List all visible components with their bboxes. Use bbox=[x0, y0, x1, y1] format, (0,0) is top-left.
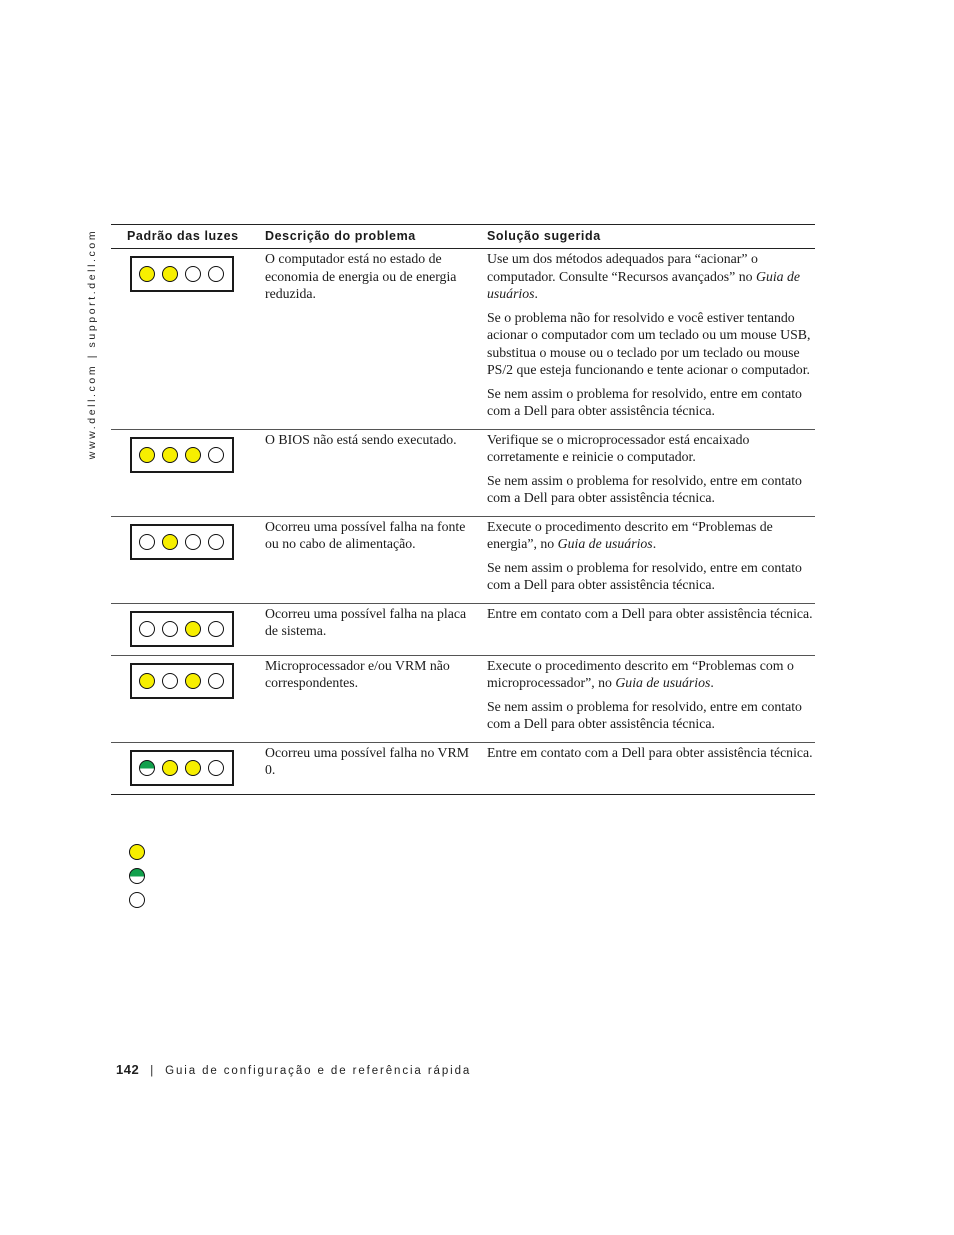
diagnostic-lights-table bbox=[111, 224, 815, 795]
table-body bbox=[111, 249, 815, 795]
diagnostic-lights-panel bbox=[130, 750, 234, 786]
table-row bbox=[111, 429, 815, 516]
led-yellow-icon bbox=[139, 447, 155, 463]
legend-led-yellow-icon bbox=[129, 844, 145, 860]
led-yellow-icon bbox=[162, 447, 178, 463]
light-pattern-cell bbox=[111, 603, 265, 655]
led-green-icon bbox=[139, 760, 155, 776]
solution-text: Verifique se o microprocessador está encaixado corretamente e reinicie o computador. bbox=[487, 431, 750, 464]
guide-title-italic: Guia de usuários bbox=[557, 536, 653, 551]
led-off-icon bbox=[162, 673, 178, 689]
solution-text: Se nem assim o problema for resolvido, entre em contato com a Dell para obter assistência técnica. bbox=[487, 698, 802, 731]
side-url-text: www.dell.com | support.dell.com bbox=[86, 228, 99, 460]
led-off-icon bbox=[162, 621, 178, 637]
solution-paragraph bbox=[487, 385, 815, 420]
table-row bbox=[111, 655, 815, 742]
led-off-icon bbox=[208, 621, 224, 637]
solution-text: Entre em contato com a Dell para obter assistência técnica. bbox=[487, 744, 813, 760]
table-row bbox=[111, 603, 815, 655]
solution-text: Se nem assim o problema for resolvido, entre em contato com a Dell para obter assistência técnica. bbox=[487, 472, 802, 505]
diagnostic-lights-panel bbox=[130, 524, 234, 560]
problem-description: O BIOS não está sendo executado. bbox=[265, 429, 487, 516]
led-off-icon bbox=[185, 266, 201, 282]
solution-paragraph bbox=[487, 431, 815, 466]
led-yellow-icon bbox=[185, 621, 201, 637]
led-yellow-icon bbox=[185, 760, 201, 776]
solution-text: Se o problema não for resolvido e você estiver tentando acionar o computador com um teclado ou um mouse USB, substitua o mouse ou o teclado por um teclado ou mouse PS/2 que esteja funcionando e tente acionar o computador. bbox=[487, 309, 811, 377]
lights-table bbox=[111, 224, 815, 795]
led-off-icon bbox=[208, 266, 224, 282]
diagnostic-lights-panel bbox=[130, 256, 234, 292]
diagnostic-lights-panel bbox=[130, 437, 234, 473]
diagnostic-lights-panel bbox=[130, 611, 234, 647]
led-yellow-icon bbox=[162, 266, 178, 282]
led-off-icon bbox=[139, 534, 155, 550]
suggested-solution-cell bbox=[487, 516, 815, 603]
solution-paragraph bbox=[487, 657, 815, 692]
led-yellow-icon bbox=[162, 534, 178, 550]
legend-led-green-icon bbox=[129, 868, 145, 884]
solution-paragraph bbox=[487, 518, 815, 553]
suggested-solution-cell bbox=[487, 429, 815, 516]
led-yellow-icon bbox=[185, 673, 201, 689]
problem-description: Ocorreu uma possível falha na fonte ou no cabo de alimentação. bbox=[265, 516, 487, 603]
solution-text: Execute o procedimento descrito em “Problemas de energia”, no bbox=[487, 518, 773, 551]
guide-title-italic: Guia de usuários bbox=[615, 675, 711, 690]
side-url-vertical bbox=[84, 224, 100, 464]
footer-title: Guia de configuração e de referência rápida bbox=[165, 1065, 472, 1077]
table-header bbox=[111, 225, 815, 249]
led-yellow-icon bbox=[162, 760, 178, 776]
solution-text: Execute o procedimento descrito em “Problemas com o microprocessador”, no bbox=[487, 657, 794, 690]
guide-title-italic: Guia de usuários bbox=[487, 268, 801, 301]
led-off-icon bbox=[208, 534, 224, 550]
solution-paragraph bbox=[487, 698, 815, 733]
suggested-solution-cell bbox=[487, 742, 815, 794]
led-yellow-icon bbox=[139, 266, 155, 282]
led-yellow-icon bbox=[185, 447, 201, 463]
suggested-solution-cell bbox=[487, 249, 815, 430]
light-pattern-cell bbox=[111, 249, 265, 430]
table-row bbox=[111, 742, 815, 794]
table-row bbox=[111, 516, 815, 603]
solution-paragraph bbox=[487, 472, 815, 507]
solution-text: Entre em contato com a Dell para obter assistência técnica. bbox=[487, 605, 813, 621]
light-pattern-cell bbox=[111, 655, 265, 742]
light-pattern-cell bbox=[111, 742, 265, 794]
led-off-icon bbox=[208, 673, 224, 689]
problem-description: Microprocessador e/ou VRM não correspondentes. bbox=[265, 655, 487, 742]
solution-paragraph bbox=[487, 559, 815, 594]
footer-separator: | bbox=[150, 1065, 156, 1077]
solution-paragraph bbox=[487, 309, 815, 379]
page-number: 142 bbox=[116, 1062, 140, 1077]
led-yellow-icon bbox=[139, 673, 155, 689]
led-off-icon bbox=[208, 447, 224, 463]
header-description: Descrição do problema bbox=[265, 225, 487, 249]
problem-description: Ocorreu uma possível falha no VRM 0. bbox=[265, 742, 487, 794]
solution-text: Se nem assim o problema for resolvido, entre em contato com a Dell para obter assistência técnica. bbox=[487, 559, 802, 592]
solution-paragraph bbox=[487, 250, 815, 303]
solution-text: . bbox=[652, 536, 657, 551]
led-off-icon bbox=[185, 534, 201, 550]
solution-text: Se nem assim o problema for resolvido, entre em contato com a Dell para obter assistência técnica. bbox=[487, 385, 802, 418]
suggested-solution-cell bbox=[487, 655, 815, 742]
light-pattern-cell bbox=[111, 429, 265, 516]
solution-paragraph bbox=[487, 605, 815, 623]
led-off-icon bbox=[208, 760, 224, 776]
header-pattern: Padrão das luzes bbox=[111, 225, 265, 249]
header-solution: Solução sugerida bbox=[487, 225, 815, 249]
diagnostic-lights-panel bbox=[130, 663, 234, 699]
solution-text: Use um dos métodos adequados para “acionar” o computador. Consulte “Recursos avançados” no bbox=[487, 251, 758, 284]
led-off-icon bbox=[139, 621, 155, 637]
solution-paragraph bbox=[487, 744, 815, 762]
solution-text: . bbox=[710, 675, 714, 690]
legend bbox=[129, 844, 145, 916]
table-row bbox=[111, 249, 815, 430]
legend-led-off-icon bbox=[129, 892, 145, 908]
problem-description: O computador está no estado de economia de energia ou de energia reduzida. bbox=[265, 249, 487, 430]
page-footer bbox=[116, 1062, 471, 1077]
problem-description: Ocorreu uma possível falha na placa de sistema. bbox=[265, 603, 487, 655]
suggested-solution-cell bbox=[487, 603, 815, 655]
light-pattern-cell bbox=[111, 516, 265, 603]
solution-text: . bbox=[534, 286, 538, 301]
